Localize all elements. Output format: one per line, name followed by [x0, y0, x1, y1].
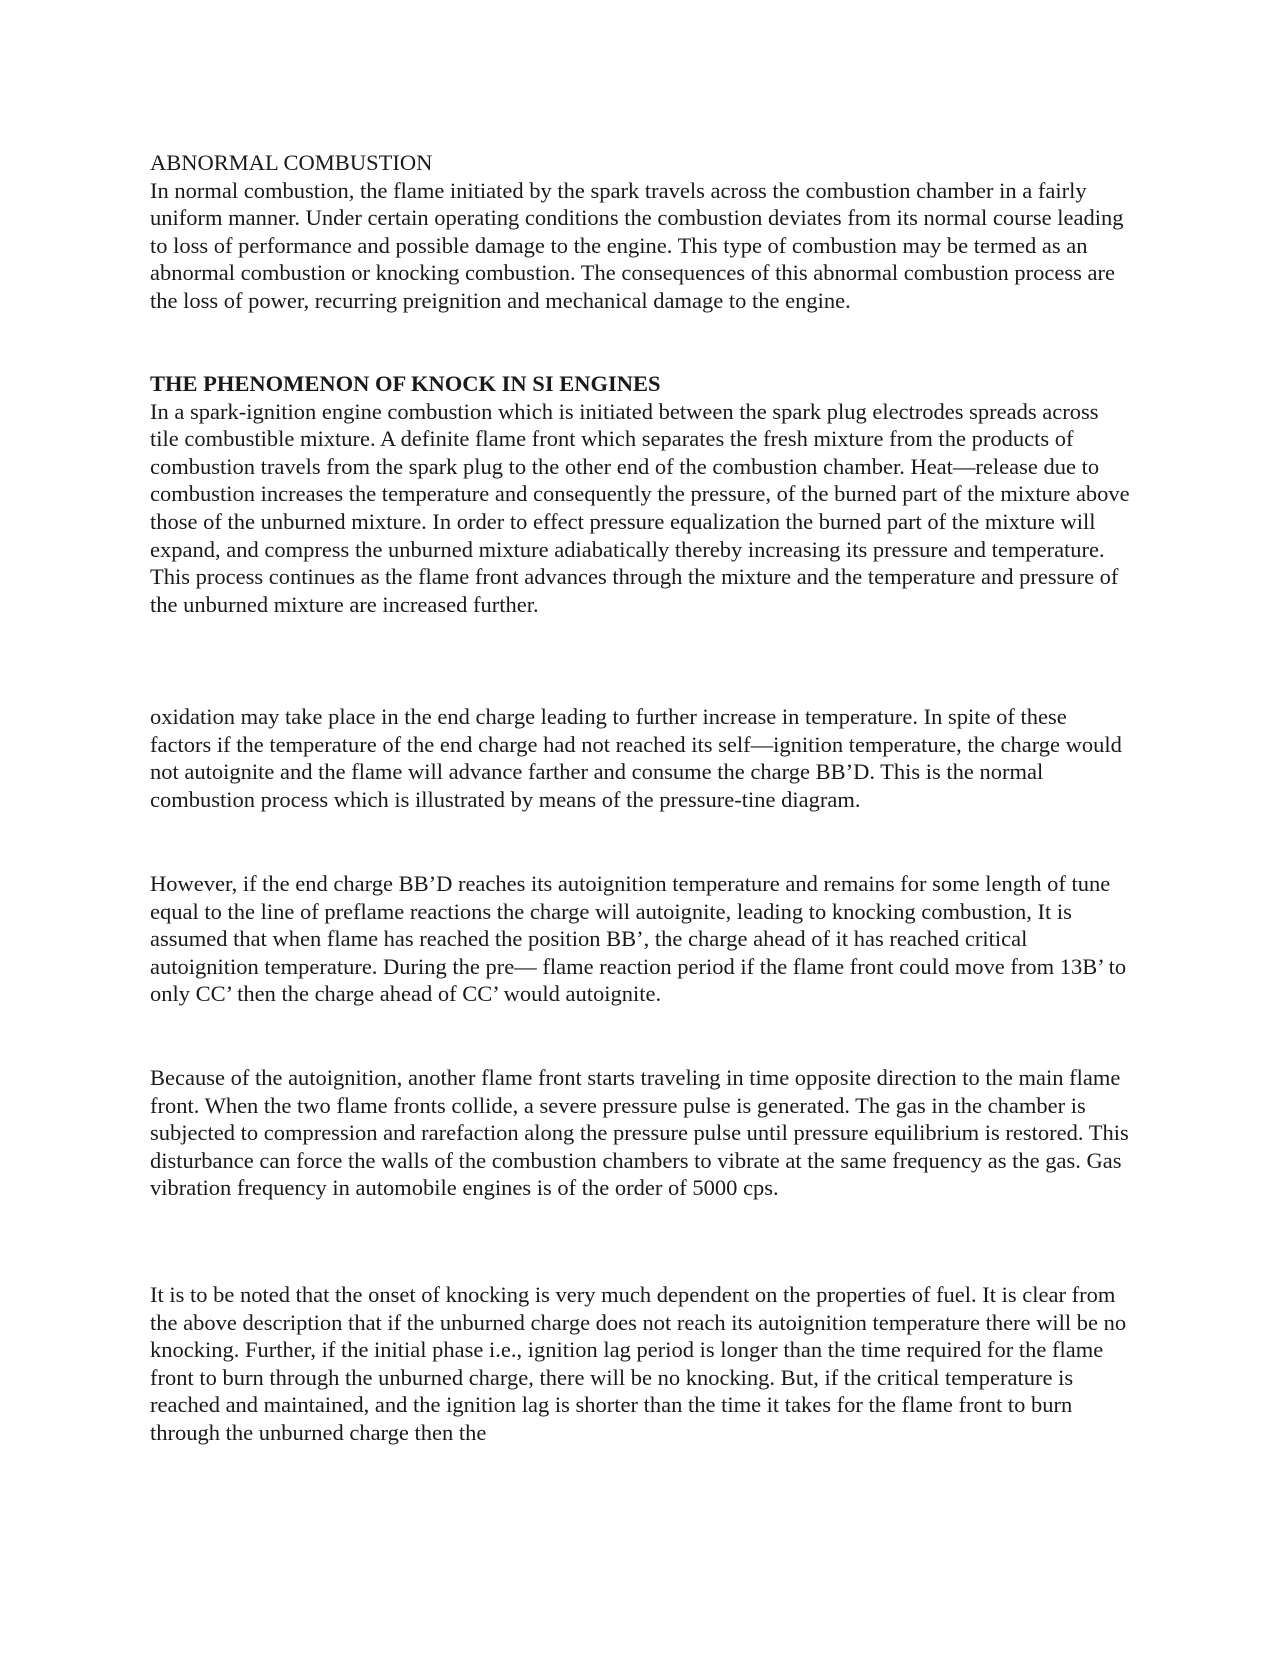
body-paragraph: In a spark-ignition engine combustion which is initiated between the spark plug electrodes spreads across tile combustible mixture. A definite flame front which separates the fresh mixture from the products of combustion travels from the spark plug to the other end of the combustion chamber. Heat—release due to combustion increases the temperature and consequently the pressure, of the burned part of the mixture above those of the unburned mixture. In order to effect pressure equalization the burned part of the mixture will expand, and compress the unburned mixture adiabatically thereby increasing its pressure and temperature. This process continues as the flame front advances through the mixture and the temperature and pressure of the unburned mixture are increased further.: [150, 398, 1130, 617]
section-heading: THE PHENOMENON OF KNOCK IN SI ENGINES: [150, 371, 661, 396]
body-paragraph: However, if the end charge BB’D reaches its autoignition temperature and remains for some length of tune equal to the line of preflame reactions the charge will autoignite, leading to knocking combustion, It is assumed that when flame has reached the position BB’, the charge ahead of it has reached critical autoignition temperature. During the pre— flame reaction period if the flame front could move from 13B’ to only CC’ then the charge ahead of CC’ would autoignite.: [150, 871, 1127, 1007]
body-paragraph: Because of the autoignition, another flame front starts traveling in time opposite direction to the main flame front. When the two flame fronts collide, a severe pressure pulse is generated. The gas in the chamber is subjected to compression and rarefaction along the pressure pulse until pressure equilibrium is restored. This disturbance can force the walls of the combustion chambers to vibrate at the same frequency as the gas. Gas vibration frequency in automobile engines is of the order of 5000 cps.: [150, 1065, 1129, 1201]
section-heading: ABNORMAL COMBUSTION: [150, 150, 433, 175]
body-paragraph: It is to be noted that the onset of knocking is very much dependent on the properties of fuel. It is clear from the above description that if the unburned charge does not reach its autoignition temperature there will be no knocking. Further, if the initial phase i.e., ignition lag period is longer than the time required for the flame front to burn through the unburned charge, there will be no knocking. But, if the critical temperature is reached and maintained, and the ignition lag is shorter than the time it takes for the flame front to burn through the unburned charge then the: [150, 1282, 1127, 1445]
section-knock-phenomenon: [150, 370, 1130, 618]
section-abnormal-combustion: [150, 149, 1130, 315]
body-paragraph: oxidation may take place in the end charge leading to further increase in temperature. In spite of these factors if the temperature of the end charge had not reached its self—ignition temperature, the charge would not autoignite and the flame will advance farther and consume the charge BB’D. This is the normal combustion process which is illustrated by means of the pressure-tine diagram.: [150, 704, 1122, 812]
body-paragraph: In normal combustion, the flame initiated by the spark travels across the combustion chamber in a fairly uniform manner. Under certain operating conditions the combustion deviates from its normal course leading to loss of performance and possible damage to the engine. This type of combustion may be termed as an abnormal combustion or knocking combustion. The consequences of this abnormal combustion process are the loss of power, recurring preignition and mechanical damage to the engine.: [150, 177, 1124, 313]
